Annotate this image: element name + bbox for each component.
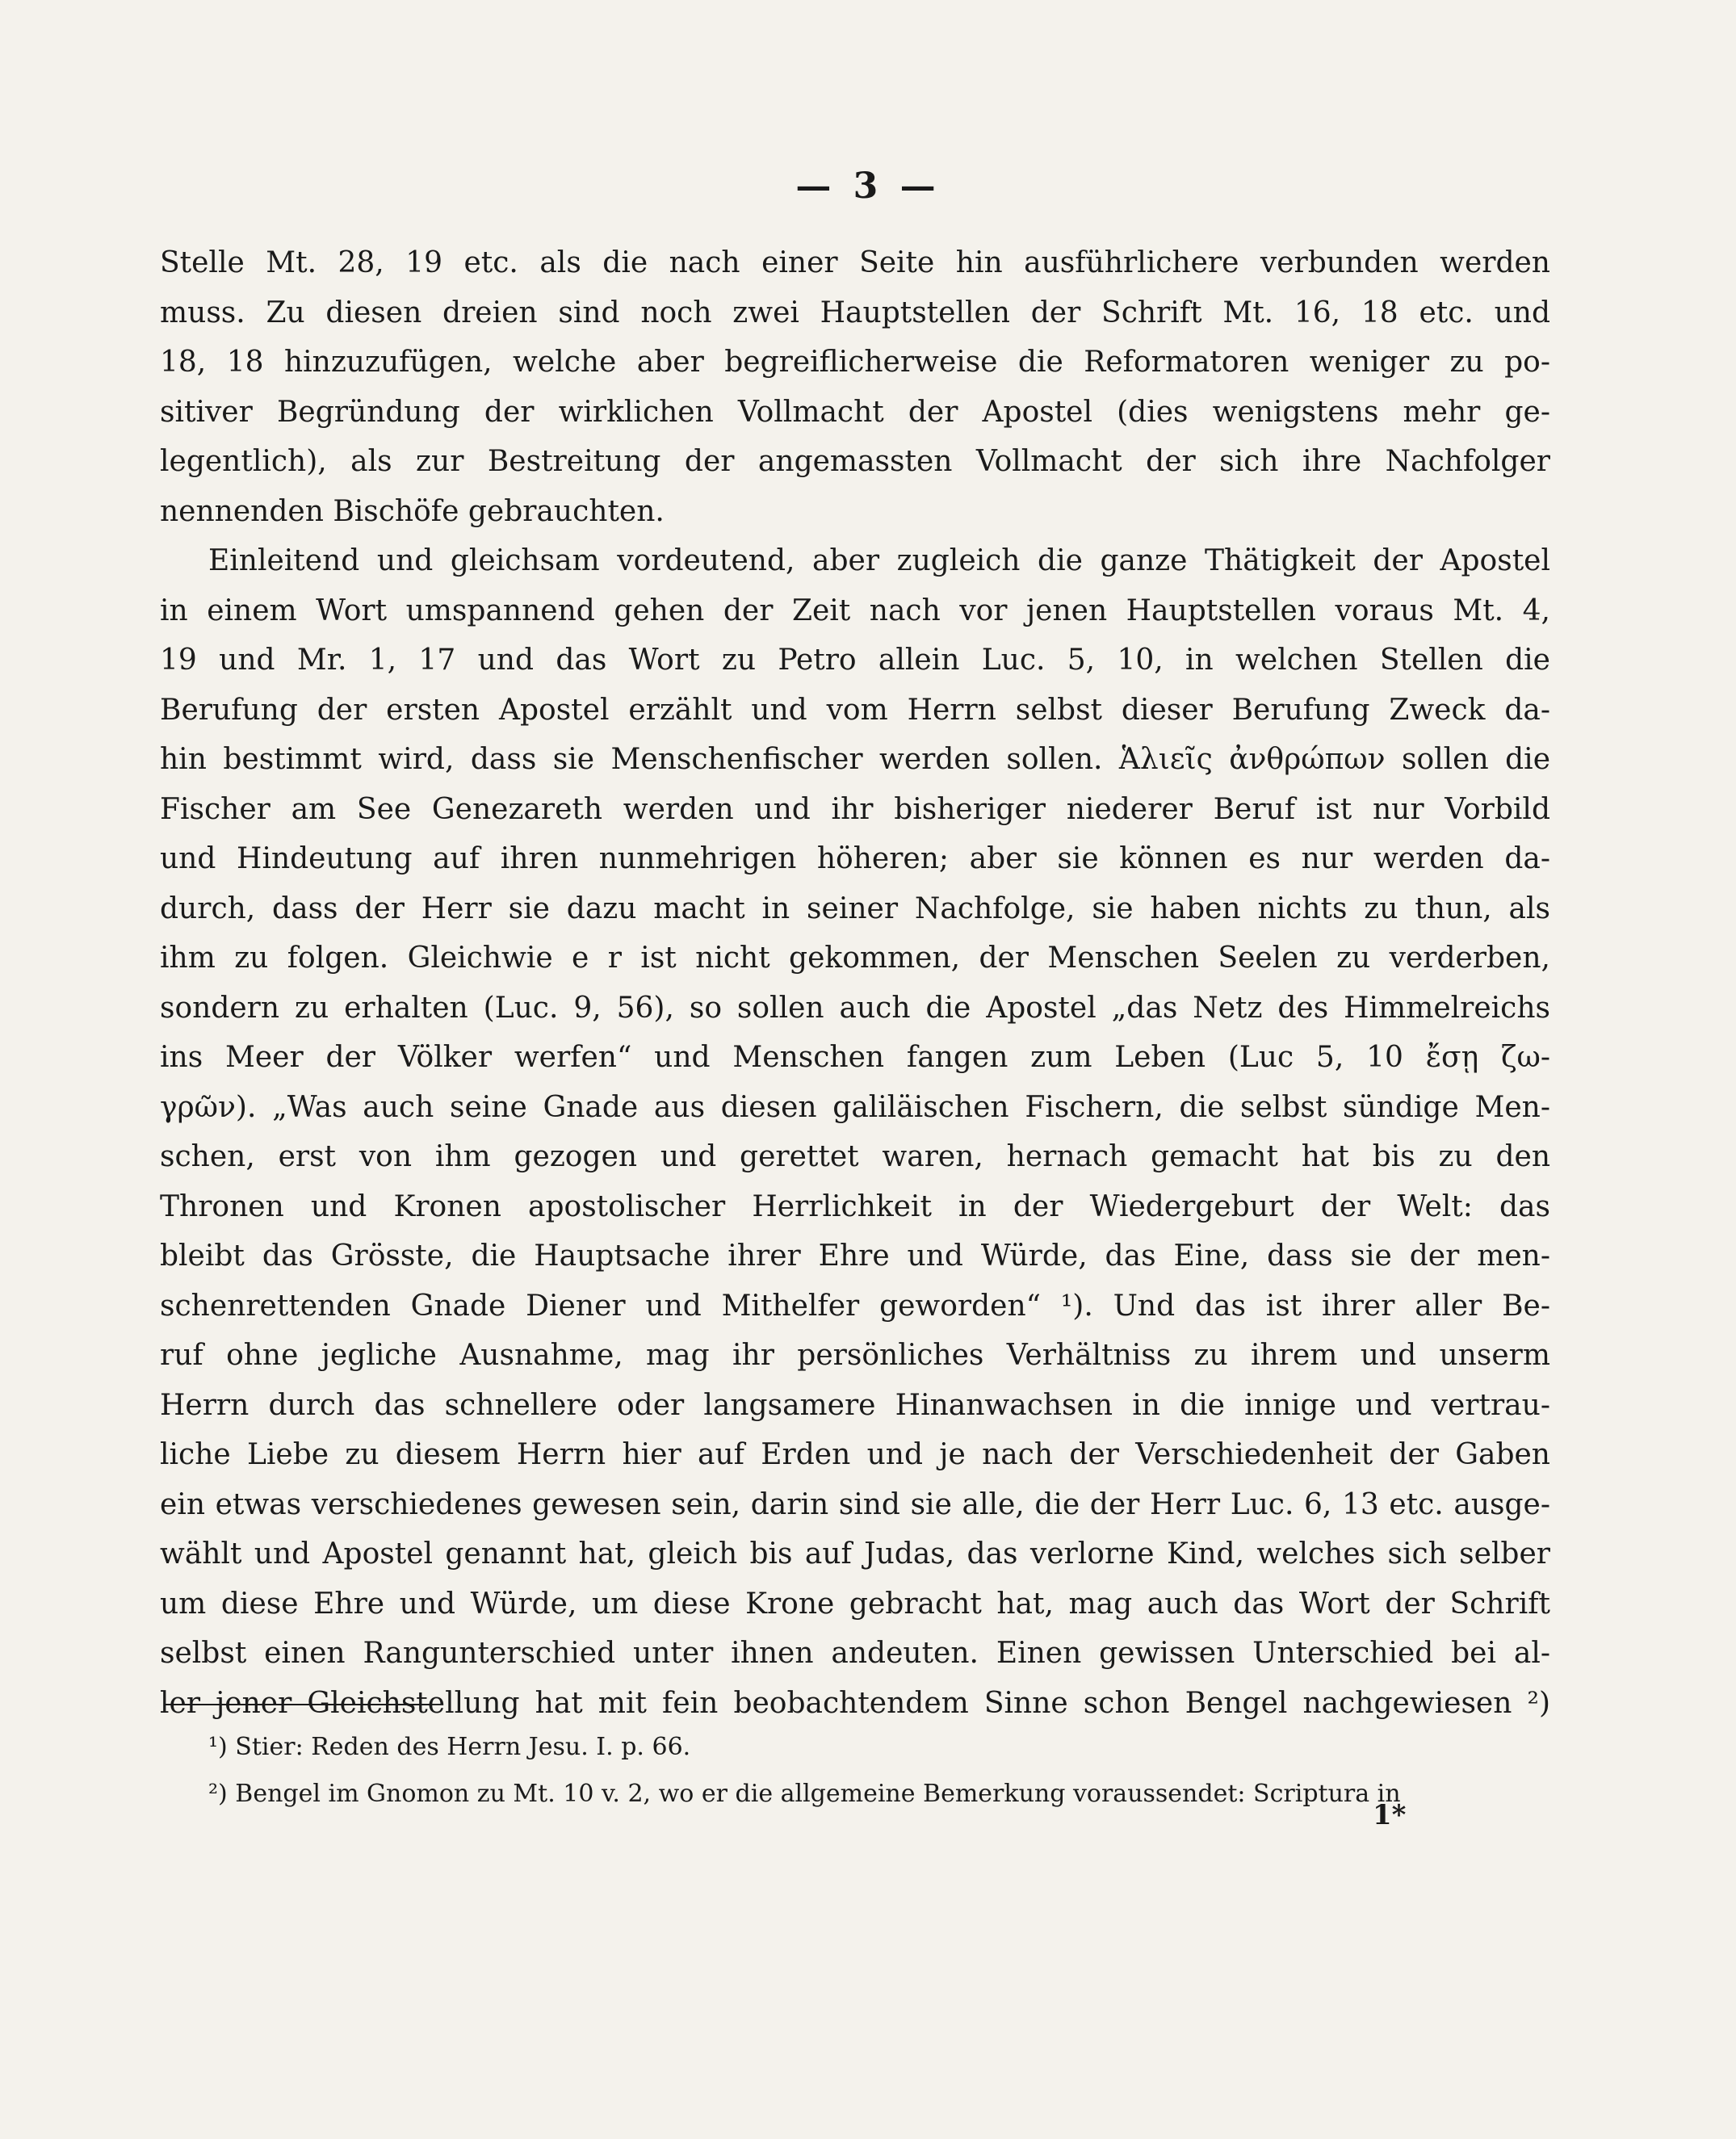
- page-number: — 3 —: [795, 166, 941, 207]
- text-line: Einleitend und gleichsam vordeutend, aber zugleich die ganze Thätigkeit der Apostel: [208, 544, 1550, 577]
- footnote-rule: [166, 1704, 432, 1705]
- text-line: ruf ohne jegliche Ausnahme, mag ihr persönliches Verhältniss zu ihrem und unserm: [160, 1339, 1550, 1372]
- text-line: ins Meer der Völker werfen“ und Menschen fangen zum Leben (Luc 5, 10 ἔσῃ ζω-: [160, 1041, 1550, 1074]
- footnote-mark: ¹): [208, 1733, 228, 1761]
- text-line: durch, dass der Herr sie dazu macht in seiner Nachfolge, sie haben nichts zu thun, als: [160, 891, 1550, 925]
- text-line: γρῶν). „Was auch seine Gnade aus diesen galiläischen Fischern, die selbst sündige Men-: [160, 1090, 1550, 1124]
- footnote-text: Bengel im Gnomon zu Mt. 10 v. 2, wo er die allgemeine Bemerkung voraussendet: Scriptura in: [227, 1780, 1401, 1808]
- text-line: Thronen und Kronen apostolischer Herrlichkeit in der Wiedergeburt der Welt: das: [160, 1189, 1550, 1223]
- footnote-1: [160, 1724, 1550, 1771]
- text-line: nennenden Bischöfe gebrauchten.: [160, 494, 665, 528]
- text-line: und Hindeutung auf ihren nunmehrigen höheren; aber sie können es nur werden da-: [160, 842, 1550, 875]
- footnotes: [160, 1724, 1550, 1818]
- text-line: ein etwas verschiedenes gewesen sein, darin sind sie alle, die der Herr Luc. 6, 13 etc. ausge-: [160, 1487, 1550, 1521]
- footnote-text: Stier: Reden des Herrn Jesu. I. p. 66.: [227, 1733, 691, 1761]
- text-line: Berufung der ersten Apostel erzählt und vom Herrn selbst dieser Berufung Zweck da-: [160, 693, 1550, 727]
- text-line: in einem Wort umspannend gehen der Zeit nach vor jenen Hauptstellen voraus Mt. 4,: [160, 593, 1550, 627]
- text-line: Stelle Mt. 28, 19 etc. als die nach einer Seite hin ausführlichere verbunden werden: [160, 246, 1550, 279]
- text-line: Herrn durch das schnellere oder langsamere Hinanwachsen in die innige und vertrau-: [160, 1388, 1550, 1422]
- text-line: 18, 18 hinzuzufügen, welche aber begreiflicherweise die Reformatoren weniger zu po-: [160, 346, 1550, 379]
- text-line: selbst einen Rangunterschied unter ihnen andeuten. Einen gewissen Unterschied bei al-: [160, 1637, 1550, 1670]
- text-line: sondern zu erhalten (Luc. 9, 56), so sollen auch die Apostel „das Netz des Himmelreichs: [160, 991, 1550, 1025]
- body-text: [160, 238, 1550, 1728]
- signature-mark: 1*: [1373, 1799, 1407, 1831]
- text-line: hin bestimmt wird, dass sie Menschenfischer werden sollen. Ἁλιεῖς ἀνθρώπων sollen die: [160, 743, 1550, 776]
- text-line: 19 und Mr. 1, 17 und das Wort zu Petro allein Luc. 5, 10, in welchen Stellen die: [160, 644, 1550, 677]
- text-line: muss. Zu diesen dreien sind noch zwei Hauptstellen der Schrift Mt. 16, 18 etc. und: [160, 296, 1550, 329]
- text-line: schen, erst von ihm gezogen und gerettet waren, hernach gemacht hat bis zu den: [160, 1140, 1550, 1173]
- text-line: ler jener Gleichstellung hat mit fein beobachtendem Sinne schon Bengel nachgewiesen ²): [160, 1686, 1550, 1720]
- text-line: sitiver Begründung der wirklichen Vollmacht der Apostel (dies wenigstens mehr ge-: [160, 395, 1550, 429]
- text-line: legentlich), als zur Bestreitung der angemassten Vollmacht der sich ihre Nachfolger: [160, 445, 1550, 478]
- text-line: um diese Ehre und Würde, um diese Krone gebracht hat, mag auch das Wort der Schrift: [160, 1587, 1550, 1621]
- footnote-2: [160, 1771, 1550, 1818]
- text-line: wählt und Apostel genannt hat, gleich bis auf Judas, das verlorne Kind, welches sich selber: [160, 1537, 1550, 1571]
- text-line: bleibt das Grösste, die Hauptsache ihrer Ehre und Würde, das Eine, dass sie der men-: [160, 1239, 1550, 1273]
- text-line: ihm zu folgen. Gleichwie e r ist nicht gekommen, der Menschen Seelen zu verderben,: [160, 942, 1550, 975]
- text-line: schenrettenden Gnade Diener und Mithelfer geworden“ ¹). Und das ist ihrer aller Be-: [160, 1289, 1550, 1323]
- footnote-mark: ²): [208, 1780, 228, 1808]
- text-line: liche Liebe zu diesem Herrn hier auf Erden und je nach der Verschiedenheit der Gaben: [160, 1438, 1550, 1471]
- text-line: Fischer am See Genezareth werden und ihr bisheriger niederer Beruf ist nur Vorbild: [160, 792, 1550, 826]
